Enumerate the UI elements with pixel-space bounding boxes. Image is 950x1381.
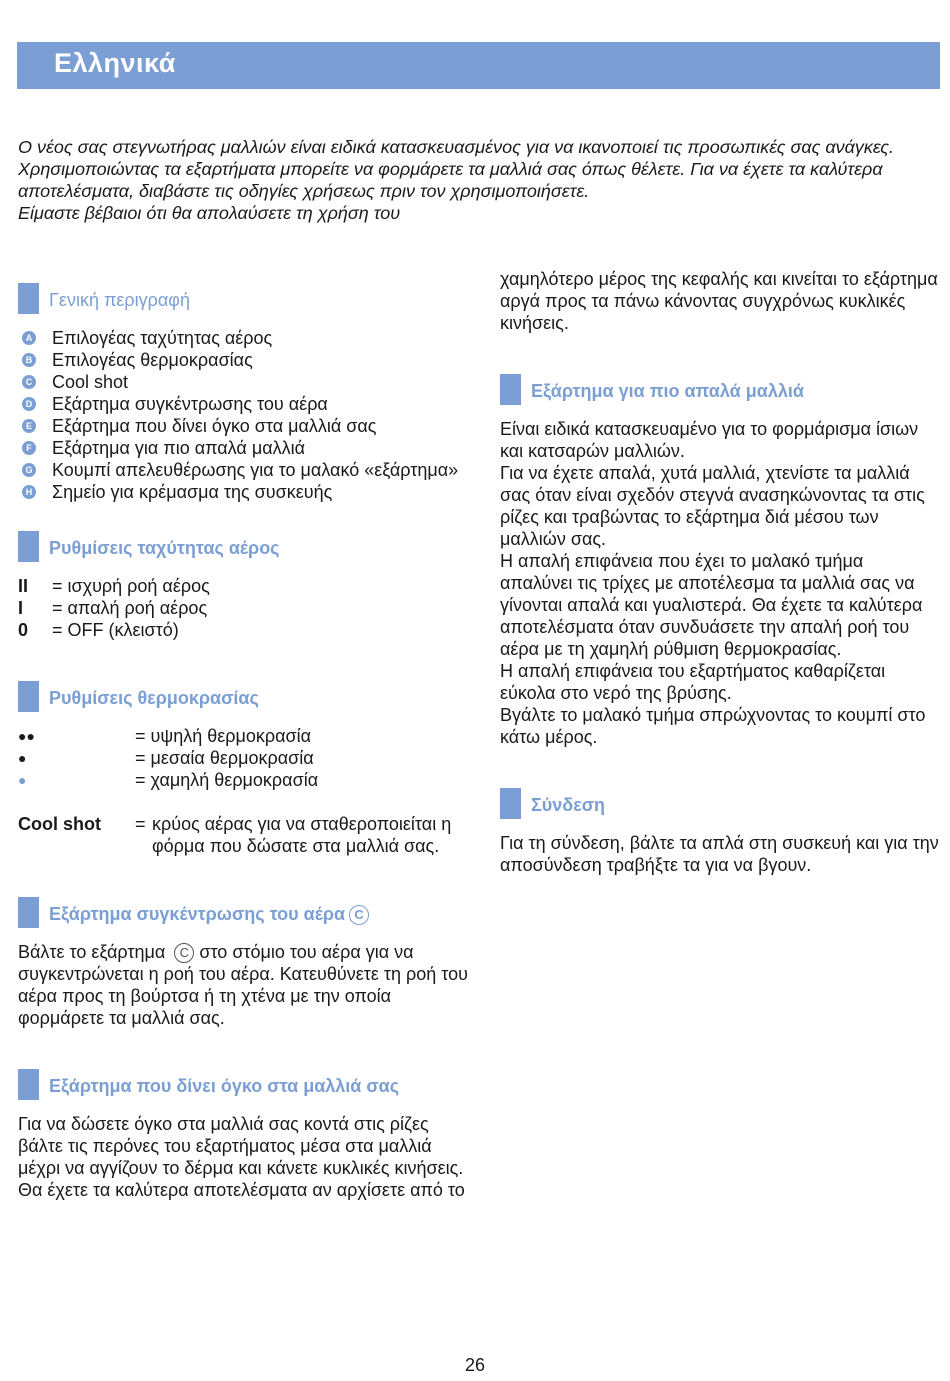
setting-text: = υψηλή θερμοκρασία [135, 726, 312, 746]
setting-text: = χαμηλή θερμοκρασία [135, 770, 319, 790]
setting-row [18, 619, 468, 641]
paragraph [18, 941, 468, 1029]
letter-badge: G [22, 463, 36, 477]
intro-paragraph: Είμαστε βέβαιοι ότι θα απολαύσετε τη χρήση του [18, 203, 401, 223]
paragraph: χαμηλότερο μέρος της κεφαλής και κινείται το εξάρτημα αργά προς τα πάνω κάνοντας συγχρόνως κυκλικές κινήσεις. [500, 269, 938, 333]
section-title: Εξάρτημα που δίνει όγκο στα μαλλιά σας [49, 1076, 400, 1097]
setting-row [18, 597, 468, 619]
intro-paragraph: Ο νέος σας στεγνωτήρας μαλλιών είναι ειδικά κατασκευασμένος για να ικανοποιεί τις προσωπικές σας ανάγκες. Χρησιμοποιώντας τα εξαρτήματα μπορείτε να φορμάρετε τα μαλλιά σας όπως θέλετε. Για να έχετε τα καλύτερα αποτελέσματα, διαβάστε τις οδηγίες χρήσεως πριν τον χρησιμοποιήσετε. [18, 137, 895, 201]
section-header-volume [18, 1069, 468, 1101]
page-title: Ελληνικά [54, 48, 176, 78]
right-column [500, 268, 940, 876]
item-text: Σημείο για κρέμασμα της συσκευής [52, 482, 333, 502]
cool-shot-text: κρύος αέρας για να σταθεροποιείται η φόρμα που δώσατε στα μαλλιά σας. [152, 814, 452, 856]
item-text: Cool shot [52, 372, 129, 392]
paragraph: Για να δώσετε όγκο στα μαλλιά σας κοντά στις ρίζες βάλτε τις περόνες του εξαρτήματος μέσα στα μαλλιά μέχρι να αγγίζουν το δέρμα και κάνετε κυκλικές κινήσεις. Θα έχετε τα καλύτερα αποτελέσματα αν αρχίσετε από το [18, 1114, 465, 1201]
item-text: Κουμπί απελευθέρωσης για το μαλακό «εξάρτημα» [52, 460, 459, 480]
list-item [18, 349, 468, 371]
section-marker [18, 531, 39, 562]
item-text: Επιλογέας θερμοκρασίας [52, 350, 253, 370]
section-marker [500, 374, 521, 405]
soft-attachment-text [500, 418, 940, 748]
setting-text: = μεσαία θερμοκρασία [135, 748, 314, 768]
letter-badge: C [22, 375, 36, 389]
list-item [18, 371, 468, 393]
item-text: Εξάρτημα για πιο απαλά μαλλιά [52, 438, 306, 458]
setting-text: = απαλή ροή αέρος [52, 598, 208, 618]
section-marker [500, 788, 521, 819]
list-item [18, 459, 468, 481]
volume-text [18, 1113, 468, 1201]
list-item [18, 393, 468, 415]
paragraph: Η απαλή επιφάνεια του εξαρτήματος καθαρίζεται εύκολα στο νερό της βρύσης. [500, 661, 886, 703]
paragraph: Βγάλτε το μαλακό τμήμα σπρώχνοντας το κουμπί στο κάτω μέρος. [500, 705, 926, 747]
item-text: Επιλογέας ταχύτητας αέρος [52, 328, 273, 348]
paragraph: Για τη σύνδεση, βάλτε τα απλά στη συσκευή και για την αποσύνδεση τραβήξτε τα για να βγουν. [500, 833, 939, 875]
section-marker [18, 681, 39, 712]
text-segment: Βάλτε το εξάρτημα [18, 942, 166, 962]
item-text: Εξάρτημα συγκέντρωσης του αέρα [52, 394, 328, 414]
section-header-temperature [18, 681, 468, 713]
temp-low-dot: ● [18, 772, 27, 788]
cool-shot-row [18, 813, 468, 857]
temp-medium-dot: ● [18, 750, 27, 766]
language-banner [17, 42, 940, 89]
item-text: Εξάρτημα που δίνει όγκο στα μαλλιά σας [52, 416, 377, 436]
setting-row [18, 747, 468, 769]
connection-text [500, 832, 940, 876]
section-header-concentrator [18, 897, 468, 929]
letter-badge: B [22, 353, 36, 367]
letter-badge: A [22, 331, 36, 345]
section-marker [18, 283, 39, 314]
left-column [18, 268, 468, 1201]
section-header-soft [500, 374, 940, 406]
setting-key: 0 [18, 620, 29, 640]
section-title-text: Εξάρτημα συγκέντρωσης του αέρα [49, 904, 346, 924]
section-title: Ρυθμίσεις θερμοκρασίας [49, 688, 259, 708]
equals-sign: = [135, 814, 146, 834]
temperature-settings [18, 725, 468, 857]
paragraph: Η απαλή επιφάνεια που έχει το μαλακό τμήμα απαλύνει τις τρίχες με αποτέλεσμα τα μαλλιά σας να γίνονται απαλά και γυαλιστερά. Θα έχετε τα καλύτερα αποτελέσματα όταν συνδυάσετε την απαλή ροή του αέρα με τη χαμηλή ρύθμιση θερμοκρασίας. [500, 551, 923, 659]
section-header-connection [500, 788, 940, 820]
reference-c-icon: C [349, 905, 369, 925]
letter-badge: H [22, 485, 36, 499]
cool-shot-key: Cool shot [18, 814, 101, 834]
setting-key: I [18, 598, 24, 618]
setting-text: = OFF (κλειστό) [52, 620, 179, 640]
list-item [18, 327, 468, 349]
section-title: Εξάρτημα για πιο απαλά μαλλιά [531, 381, 804, 401]
letter-badge: E [22, 419, 36, 433]
section-header-speed [18, 531, 468, 563]
setting-text: = ισχυρή ροή αέρος [52, 576, 210, 596]
intro-text [18, 136, 933, 224]
setting-row [18, 769, 468, 791]
section-marker [18, 1069, 39, 1100]
letter-badge: F [22, 441, 36, 455]
temp-high-dots: ●● [18, 728, 35, 744]
list-item [18, 415, 468, 437]
section-title: Γενική περιγραφή [49, 290, 190, 310]
letter-badge: D [22, 397, 36, 411]
concentrator-text [18, 941, 468, 1029]
list-item [18, 481, 468, 503]
text-segment: στο στόμιο του αέρα για να συγκεντρώνεται η ροή του αέρα. Κατευθύνετε τη ροή του αέρα προς τη βούρτσα ή τη χτένα με την οποία φορμάρετε τα μαλλιά σας. [18, 942, 469, 1029]
section-marker [18, 897, 39, 928]
list-item [18, 437, 468, 459]
setting-row [18, 725, 468, 747]
reference-c-icon: C [174, 943, 194, 963]
paragraph: Για να έχετε απαλά, χυτά μαλλιά, χτενίστε τα μαλλιά σας όταν είναι σχεδόν στεγνά ανασηκώνοντας τα στις ρίζες και τραβώντας το εξάρτημα διά μέσου των μαλλιών σας. [500, 463, 925, 549]
speed-settings [18, 575, 468, 641]
setting-key: II [18, 576, 29, 596]
page-number: 26 [464, 1355, 486, 1375]
parts-legend [18, 327, 468, 503]
paragraph: Είναι ειδικά κατασκευαμένο για το φορμάρισμα ίσιων και κατσαρών μαλλιών. [500, 419, 919, 461]
section-header-general [18, 283, 468, 315]
section-title [49, 904, 369, 925]
setting-row [18, 575, 468, 597]
section-title: Σύνδεση [531, 795, 606, 815]
section-title: Ρυθμίσεις ταχύτητας αέρος [49, 538, 280, 558]
volume-text-continued [500, 268, 940, 334]
